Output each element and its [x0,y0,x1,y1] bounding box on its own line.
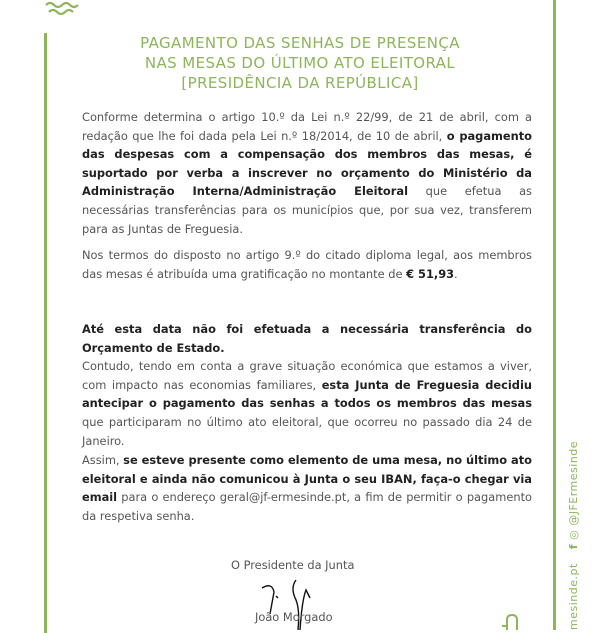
text-span: Nos termos do disposto no artigo 9.º do citado diploma legal, aos membros das mesas é atribuída uma gratificação no montante de [82,248,532,281]
facebook-icon[interactable]: f [567,543,580,550]
website-link[interactable]: mesinde.pt [567,563,580,630]
left-border-rule [44,33,47,633]
paragraph-iban-request [82,451,532,525]
text-span: que participaram no último ato eleitoral, que ocorreu no passado dia 24 de Janeiro. [82,414,532,448]
bold-span: Até esta data não foi efetuada a necessária transferência do Orçamento de Estado. [82,322,532,355]
wave-logo-icon [45,0,81,16]
side-contact-strip [567,441,580,630]
footer-logo-icon [500,610,520,630]
bold-span: se esteve presente como elemento de uma mesa, no último ato eleitoral e ainda não comunicou à Junta o seu IBAN, faça-o chegar via email [82,453,532,505]
signoff-role: O Presidente da Junta [231,558,355,572]
text-span: . [454,266,458,281]
text-span: Contudo, tendo em conta a grave situação económica que estamos a viver, com impacto nas economias familiares, [82,359,532,392]
instagram-icon[interactable]: ◎ [567,529,580,540]
bold-span: o pagamento das despesas com a compensação dos membros das mesas, é suportado por verba a inscrever no orçamento do Ministério da Administração Interna/Administração Eleitoral [82,128,532,199]
text-span: que efetua as necessárias transferências para os municípios que, por sua vez, transferem para as Juntas de Freguesia. [82,184,532,236]
amount-value: € 51,93 [406,266,455,281]
title-line-3: [PRESIDÊNCIA DA REPÚBLICA] [181,74,419,92]
text-span: Conforme determina o artigo 10.º da Lei n.º 22/99, de 21 de abril, com a redação que lhe foi dada pela Lei n.º 18/2014, de 10 de abril, [82,110,532,143]
title-line-2: NAS MESAS DO ÚLTIMO ATO ELEITORAL [144,54,456,72]
bold-span: esta Junta de Freguesia decidiu antecipar o pagamento das senhas a todos os membros das mesas [82,377,532,411]
text-span: Assim, [82,453,124,467]
paragraph-legal-basis [82,108,532,238]
text-span: para o endereço geral@jf-ermesinde.pt, a fim de permitir o pagamento da respetiva senha. [82,490,532,523]
right-border-rule [553,0,556,630]
paragraph-advance-payment [82,320,532,450]
document-title [100,33,500,93]
title-line-1: PAGAMENTO DAS SENHAS DE PRESENÇA [140,34,460,52]
paragraph-gratification [82,246,532,283]
social-handle[interactable]: @JFErmesinde [567,440,580,526]
signer-name: João Morgado [255,610,333,624]
